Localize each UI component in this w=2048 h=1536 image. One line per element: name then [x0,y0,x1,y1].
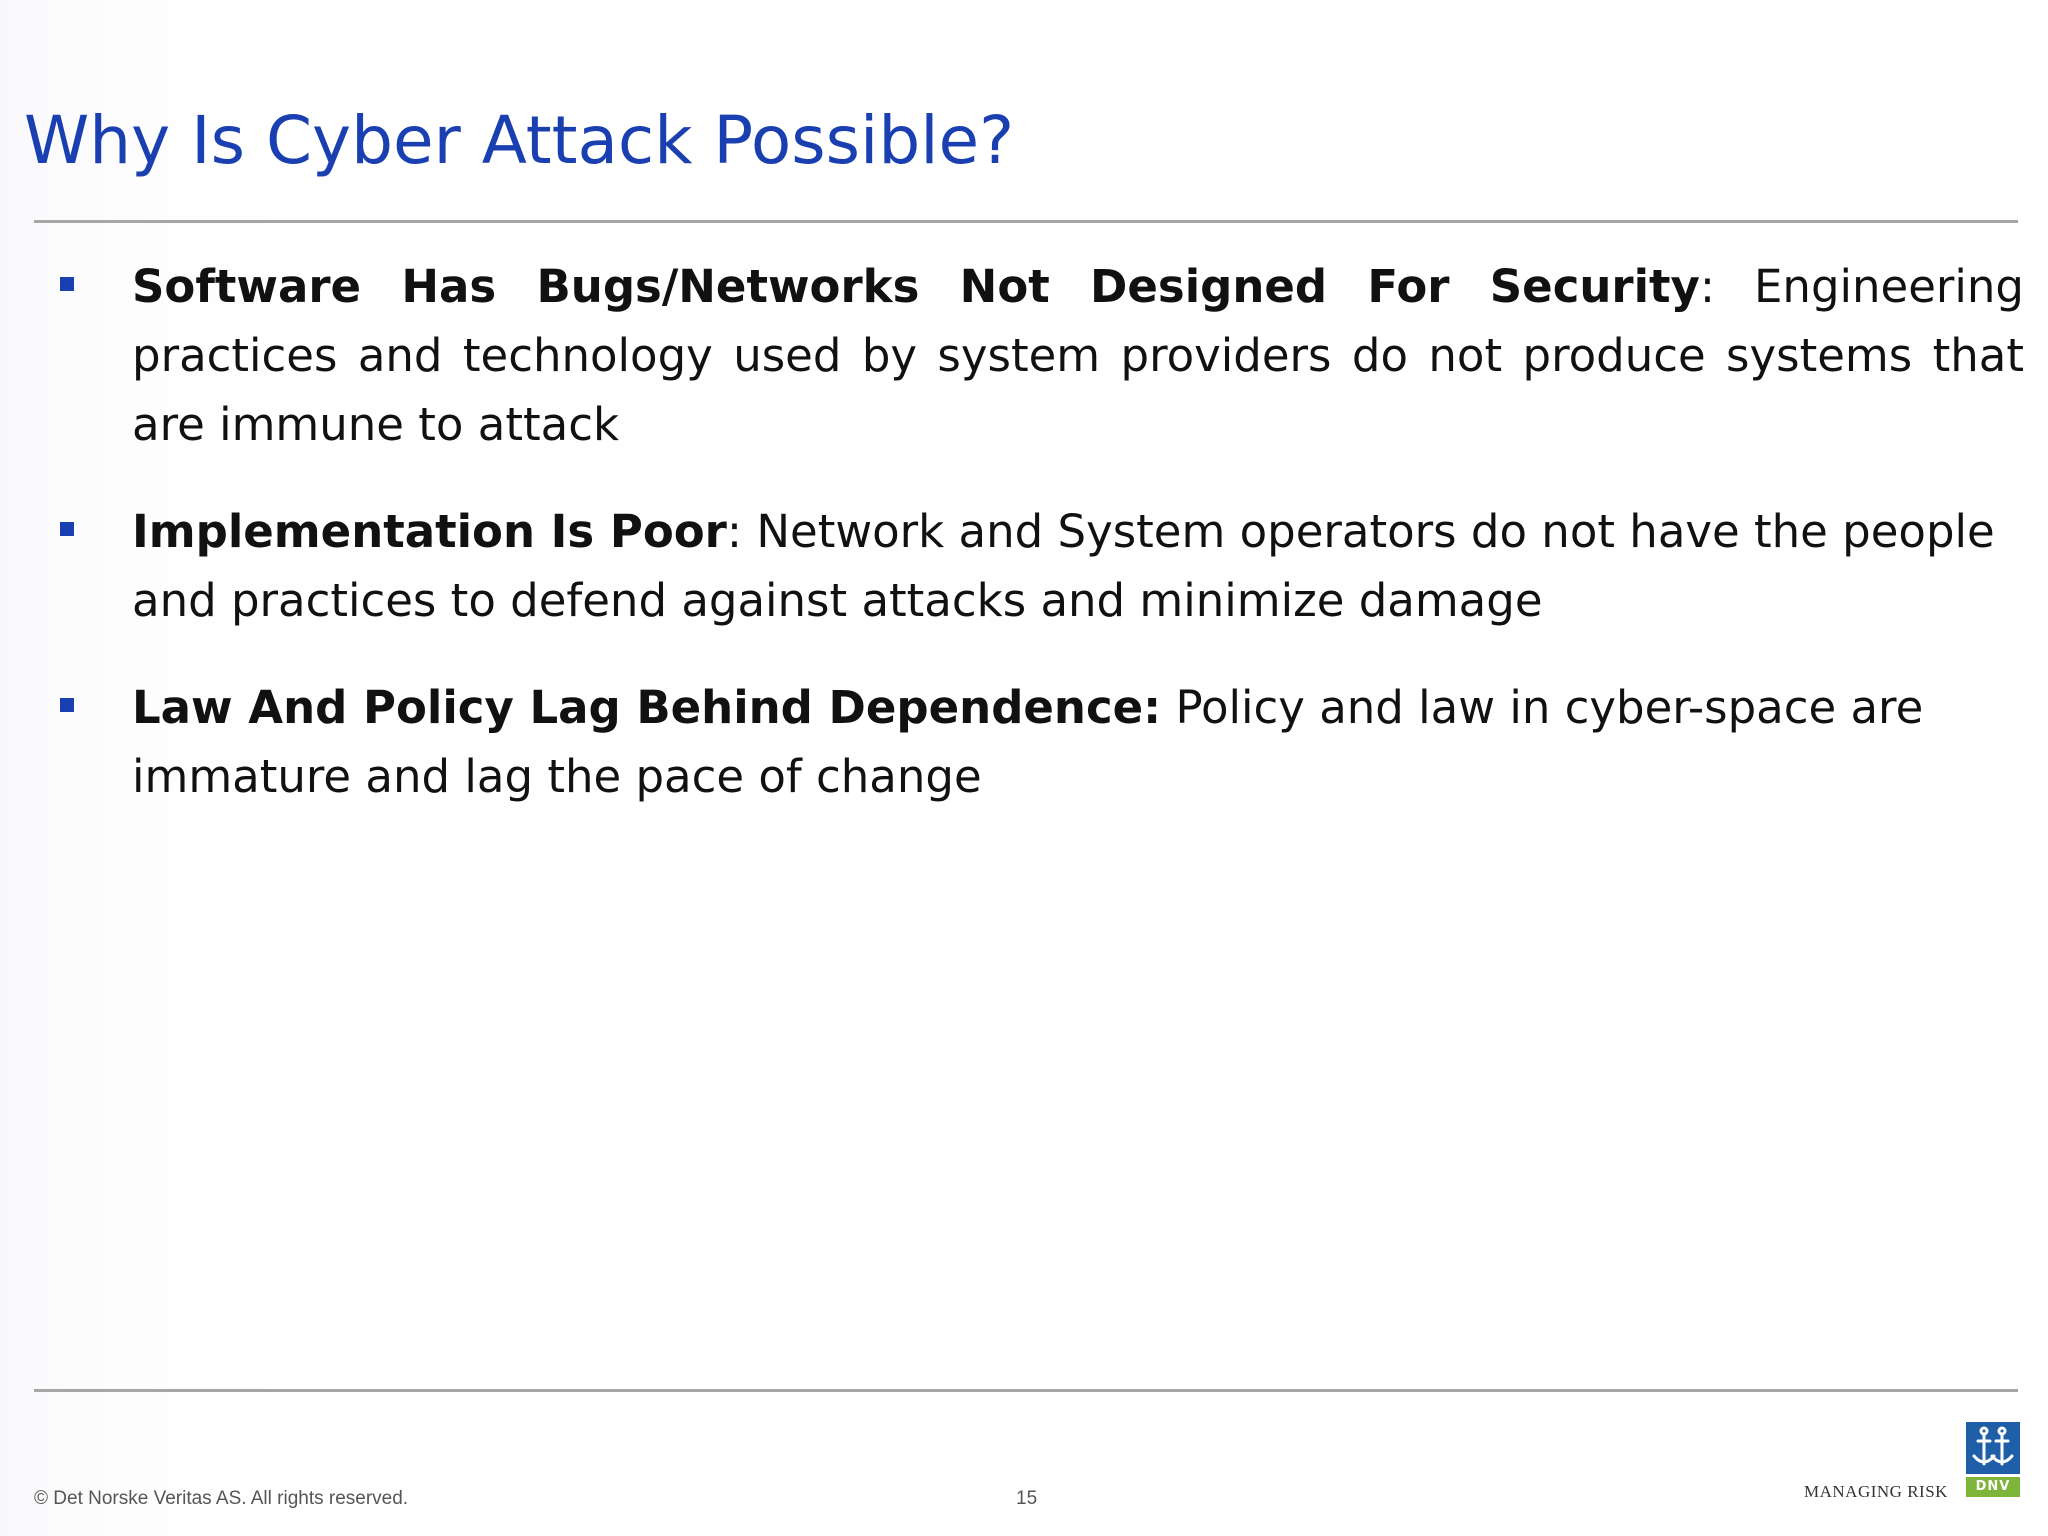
slide-title: Why Is Cyber Attack Possible? [24,102,1015,179]
bullet-lead: Software Has Bugs/Networks Not Designed For Security [132,260,1700,313]
square-bullet-icon [60,698,74,712]
footer-copyright: © Det Norske Veritas AS. All rights reserved. [34,1488,409,1509]
bullet-item-software [56,252,2024,459]
bullet-text: Network and System operators do not have the people and practices to defend against attacks and minimize damage [132,505,1995,627]
dnv-logo [1966,1422,2020,1497]
bullet-separator: : [726,505,743,558]
bullet-list [56,252,2024,849]
bullet-item-implementation [56,497,2032,635]
bullet-lead: Law And Policy Lag Behind Dependence: [132,681,1162,734]
square-bullet-icon [60,522,74,536]
page-number: 15 [1016,1488,1038,1509]
bullet-text: Policy and law in cyber-space are immature and lag the pace of change [132,681,1924,803]
bullet-separator: : [1699,260,1716,313]
footer-divider [34,1389,2018,1392]
title-divider [34,220,2018,223]
logo-wordmark: DNV [1966,1477,2020,1497]
dnv-logo-icon [1966,1422,2020,1474]
square-bullet-icon [60,277,74,291]
footer-tagline: MANAGING RISK [1804,1482,1948,1501]
bullet-lead: Implementation Is Poor [132,505,727,558]
bullet-text: Engineering practices and technology used by system providers do not produce systems that are immune to attack [132,260,2024,451]
bullet-item-law-policy [56,673,2032,811]
